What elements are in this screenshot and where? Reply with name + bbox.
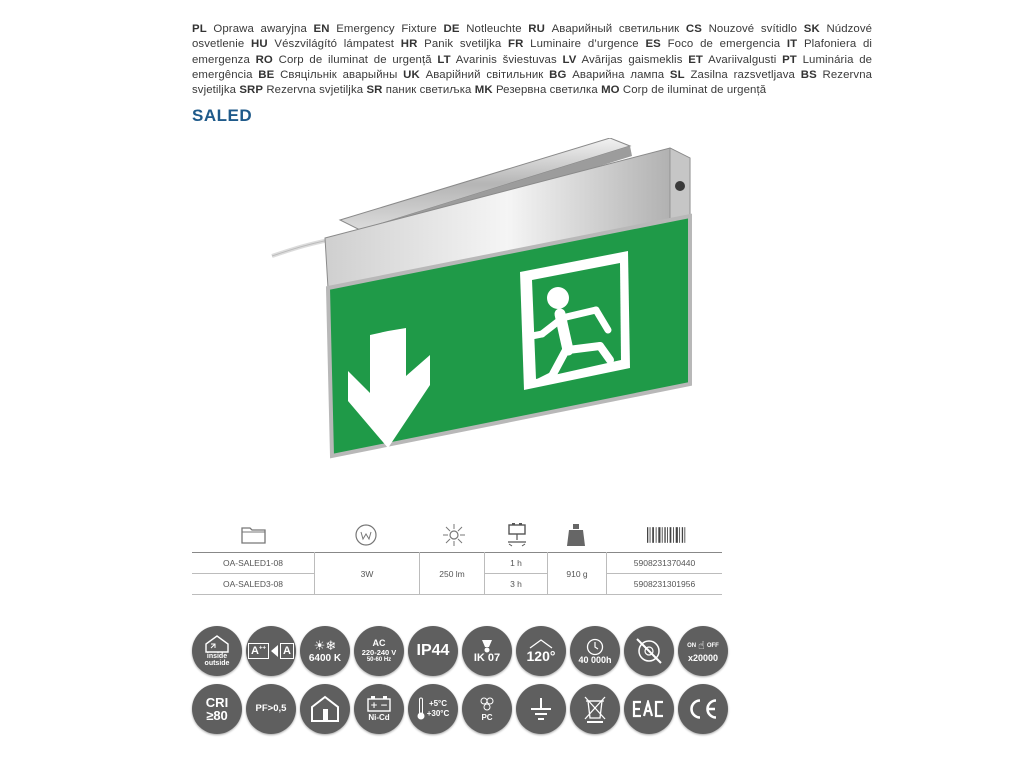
language-code: RO [255,53,273,66]
ac-voltage-badge: AC 220-240 V 50-60 Hz [354,626,404,676]
translation-text: Avarinis šviestuvas [455,53,557,66]
translation-text: Аварийный светильник [551,23,680,35]
language-code: DE [443,23,460,35]
power-value: 3W [315,553,420,595]
temperature-range-badge: +5°C +30°C [408,684,458,734]
barcode-icon [647,520,687,550]
language-code: HU [251,38,268,51]
cri-badge: CRI ≥80 [192,684,242,734]
power-icon [346,520,386,550]
battery-type-badge: + − Ni-Cd [354,684,404,734]
power-factor-badge: PF>0,5 [246,684,296,734]
polycarbonate-icon [478,696,496,712]
ean-code: 5908231301956 [607,574,723,595]
translation-text: Vészvilágító lámpatest [274,38,395,51]
eac-mark-icon [632,700,666,718]
spec-header-icons [192,520,722,550]
product-image [270,138,710,478]
translation-text: Аварийна лампа [572,68,665,81]
no-dimmer-badge [624,626,674,676]
svg-text:+: + [370,701,378,711]
sun-snowflake-icon: ☀❄ [313,638,337,653]
eac-badge [624,684,674,734]
thermometer-icon [417,697,425,721]
ce-badge [678,684,728,734]
flux-value: 250 lm [420,553,485,595]
translation-text: Nouzové svítidlo [708,23,798,35]
battery-icon [366,696,392,712]
color-temperature-badge: ☀❄ 6400 K [300,626,350,676]
house-icon [204,635,230,653]
product-code: OA-SALED1-08 [192,553,315,574]
weight-icon [556,520,596,550]
lifetime-badge: 40 000h [570,626,620,676]
ce-mark-icon [687,698,719,720]
language-code: ET [688,53,703,66]
language-code: SL [669,68,685,81]
ground-icon [527,695,555,723]
language-code: PL [192,23,207,35]
language-code: UK [403,68,420,81]
table-row [192,553,722,574]
ik-rating-badge: IK 07 [462,626,512,676]
translation-text: Luminária de emergência [192,53,873,81]
translation-text: Avariivalgusti [708,53,777,66]
luminous-flux-icon [434,520,474,550]
dimmer-crossed-icon [632,634,666,668]
clock-icon [586,638,604,656]
language-code: MK [474,84,493,97]
translation-text: паник светиљка [385,84,472,97]
translation-text: Corp de iluminat de urgență [622,84,767,97]
translation-text: Zasilna razsvetljava [690,68,795,81]
translation-text: Аварійний світильник [425,68,544,81]
translation-text: Rezervna svjetiljka [192,68,873,97]
indoor-use-badge [300,684,350,734]
inside-outside-badge: inside outside [192,626,242,676]
impact-icon [480,639,494,653]
language-code: IT [786,38,798,51]
spec-table [192,552,722,595]
language-code: RU [528,23,545,35]
energy-class-badge: A++ A [246,626,296,676]
ip-rating-badge: IP44 [408,626,458,676]
battery-time-value: 1 h [485,553,548,574]
weee-badge [570,684,620,734]
language-code: BS [800,68,817,81]
translation-text: Emergency Fixture [336,23,437,35]
hand-switch-icon: ☝ [698,640,705,652]
translation-text: Núdzové osvetlenie [192,23,873,51]
svg-text:−: − [380,701,388,711]
language-code: SK [803,23,820,35]
language-code: HR [400,38,418,51]
translation-text: Свяцільнік аварыйны [280,68,398,81]
material-badge: PC [462,684,512,734]
ean-code: 5908231370440 [607,553,723,574]
translation-text: Notleuchte [466,23,522,35]
translation-text: Luminaire d’urgence [530,38,639,51]
language-code: LV [562,53,577,66]
language-code: SR [366,84,383,97]
beam-angle-badge: 120° [516,626,566,676]
language-code: MO [601,84,620,97]
folder-icon [234,520,274,550]
translation-text: Резервна светилка [495,84,598,97]
language-code: BE [258,68,275,81]
feature-badges [190,626,730,746]
switching-cycles-badge: ON ☝ OFF x20000 [678,626,728,676]
language-code: SRP [239,84,264,97]
language-code: CS [685,23,702,35]
language-code: EN [313,23,330,35]
translation-text: Foco de emergencia [667,38,781,51]
language-code: BG [549,68,567,81]
translation-text: Avārijas gaismeklis [581,53,683,66]
battery-time-value: 3 h [485,574,548,595]
product-code: OA-SALED3-08 [192,574,315,595]
language-code: FR [508,38,524,51]
language-code: ES [645,38,661,51]
translation-text: Panik svetiljka [424,38,502,51]
translation-text: Plafoniera di emergenza [192,38,873,66]
weight-value: 910 g [548,553,607,595]
translation-text: Corp de iluminat de urgență [278,53,432,66]
crossed-bin-icon [582,694,608,724]
product-title: SALED [192,106,253,125]
earthing-badge [516,684,566,734]
language-code: PT [782,53,797,66]
indoor-house-icon [310,695,340,723]
language-code: LT [437,53,451,66]
battery-time-icon [497,520,537,550]
multilingual-description [192,22,872,98]
translation-text: Rezervna svjetiljka [266,84,364,97]
translation-text: Oprawa awaryjna [213,23,307,35]
